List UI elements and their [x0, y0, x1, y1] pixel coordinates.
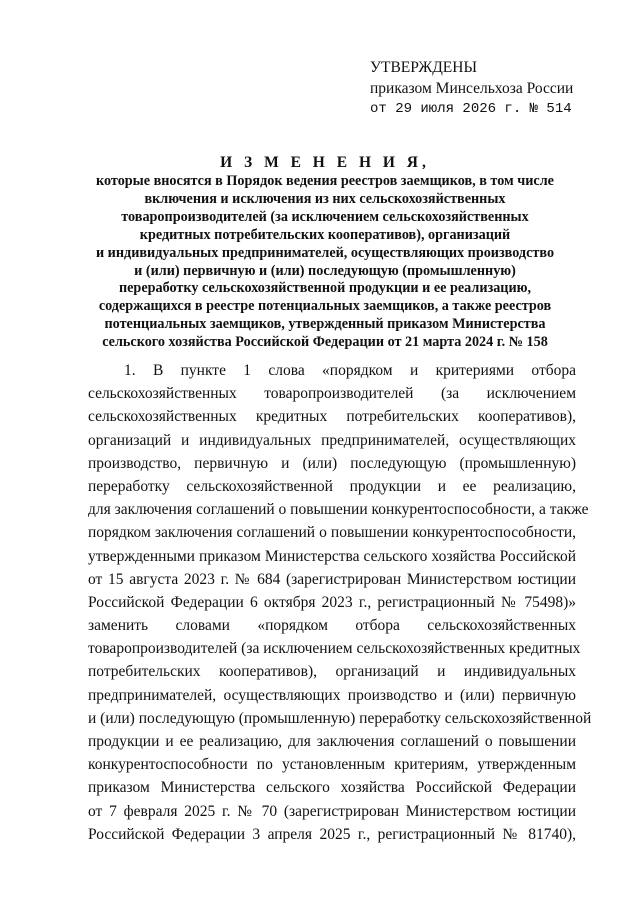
title-line: кредитных потребительских кооперативов), организаций	[139, 226, 511, 243]
body-line: порядком заключения соглашений о повышении конкурентоспособности,	[88, 524, 576, 542]
title-heading: И З М Е Н Е Н И Я,	[220, 154, 430, 171]
body-line: организаций и индивидуальных предпринимателей, осуществляющих	[88, 431, 576, 449]
body-line: производство, первичную и (или) последующую (промышленную)	[88, 454, 576, 472]
title-line: включения и исключения из них сельскохозяйственных	[144, 190, 506, 207]
title-line: содержащихся в реестре потенциальных заемщиков, а также реестров	[98, 298, 552, 315]
title-line: которые вносятся в Порядок ведения реестров заемщиков, в том числе	[96, 173, 554, 189]
approval-order: приказом Минсельхоза России	[370, 80, 574, 97]
body-line: предпринимателей, осуществляющих производство и (или) первичную	[88, 686, 576, 704]
body-line: переработку сельскохозяйственной продукции и ее реализацию,	[88, 477, 576, 495]
body-line: сельскохозяйственных кредитных потребительских кооперативов),	[88, 408, 576, 426]
body-line: 1. В пункте 1 слова «порядком и критериями отбора	[124, 362, 576, 379]
body-line: и (или) последующую (промышленную) переработку сельскохозяйственной	[88, 709, 592, 727]
body-paragraph	[88, 359, 592, 846]
body-line: приказом Министерства сельского хозяйства Российской Федерации	[88, 779, 576, 797]
document-title	[60, 153, 590, 352]
title-line: и (или) первичную и (или) последующую (промышленную)	[134, 262, 516, 279]
body-line: потребительских кооперативов), организаций и индивидуальных	[88, 663, 576, 681]
title-line: сельского хозяйства Российской Федерации от 21 марта 2024 г. № 158	[102, 334, 548, 351]
body-line: сельскохозяйственных товаропроизводителей (за исключением	[88, 385, 576, 403]
approval-date: от 29 июля 2026 г. № 514	[370, 101, 572, 117]
approval-stamp	[370, 57, 573, 120]
body-line: товаропроизводителей (за исключением сельскохозяйственных кредитных	[88, 640, 581, 658]
title-line: товаропроизводителей (за исключением сельскохозяйственных	[121, 208, 529, 225]
title-line: переработку сельскохозяйственной продукции и ее реализацию,	[118, 280, 532, 297]
body-line: заменить словами «порядком отбора сельскохозяйственных	[88, 617, 576, 635]
title-line: и индивидуальных предпринимателей, осуществляющих производство	[95, 244, 555, 261]
body-line: Российской Федерации 6 октября 2023 г., регистрационный № 75498)»	[88, 593, 576, 611]
body-line: продукции и ее реализацию, для заключения соглашений о повышении	[88, 733, 576, 750]
title-line: потенциальных заемщиков, утвержденный приказом Министерства	[104, 316, 546, 333]
body-line: утвержденными приказом Министерства сельского хозяйства Российской	[88, 547, 576, 565]
body-line: от 15 августа 2023 г. № 684 (зарегистрирован Министерством юстиции	[88, 570, 576, 588]
body-line: конкурентоспособности по установленным критериям, утвержденным	[88, 756, 576, 774]
body-line: от 7 февраля 2025 г. № 70 (зарегистрирован Министерством юстиции	[88, 802, 576, 820]
approval-title: УТВЕРЖДЕНЫ	[370, 59, 477, 76]
body-line: для заключения соглашений о повышении конкурентоспособности, а также	[88, 501, 589, 519]
body-line: Российской Федерации 3 апреля 2025 г., регистрационный № 81740),	[88, 825, 576, 843]
